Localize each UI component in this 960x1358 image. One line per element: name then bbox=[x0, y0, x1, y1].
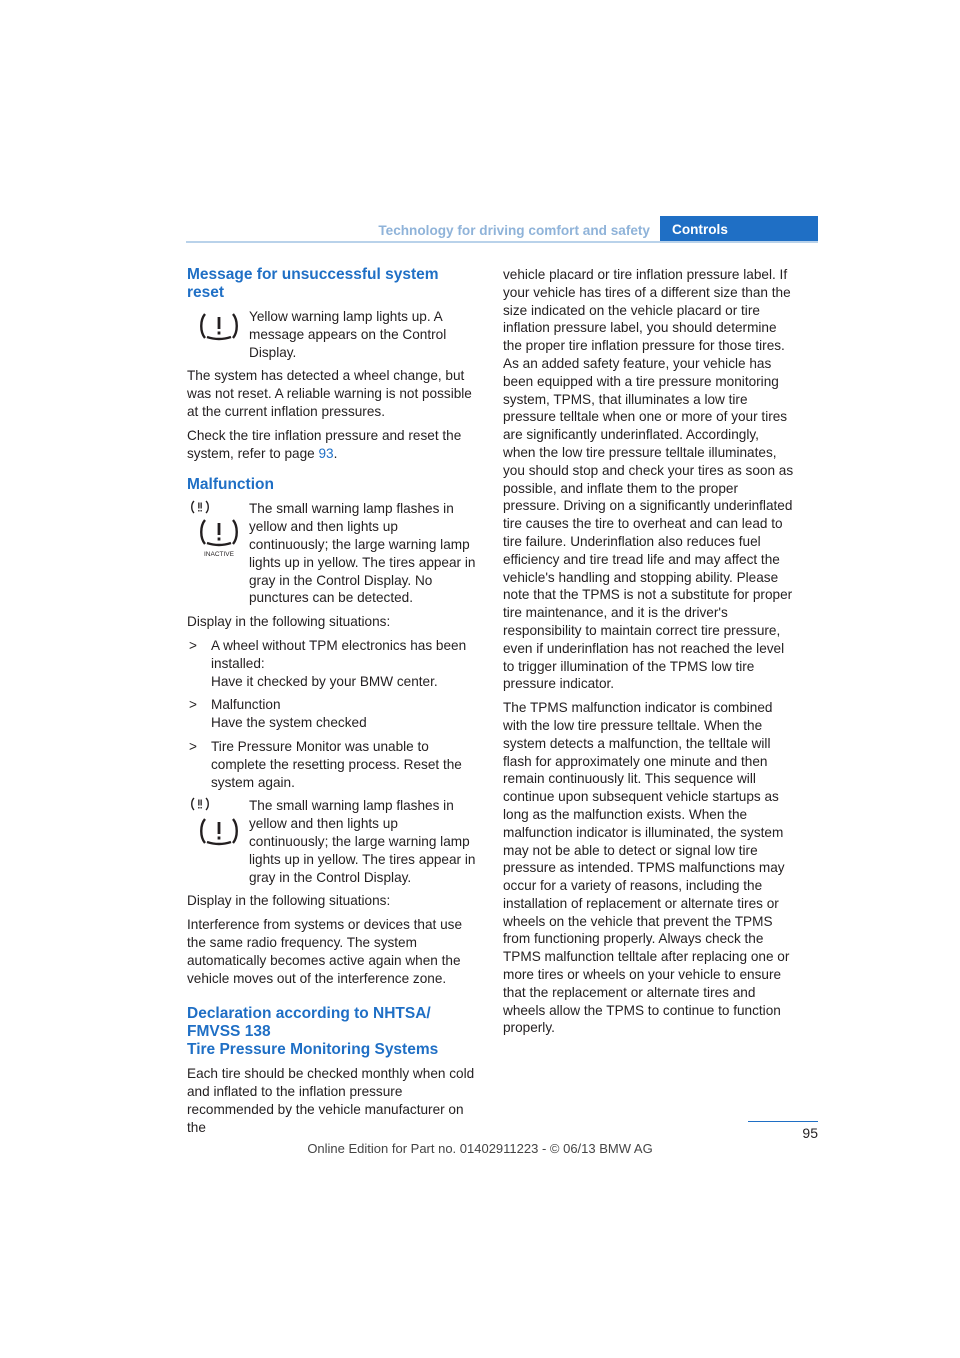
message-paragraph-2: Check the tire inflation pressure and reset the system, refer to page 93. bbox=[187, 427, 462, 461]
display-situations-2: Display in the following situations: bbox=[187, 893, 391, 909]
list-item: > Malfunction Have the system checked bbox=[189, 697, 367, 731]
tpms-heading: Tire Pressure Monitoring Systems bbox=[187, 1041, 439, 1059]
page-link-93[interactable]: 93 bbox=[318, 445, 334, 461]
header-rule bbox=[186, 241, 818, 243]
message-heading: Message for unsuccessful system reset bbox=[187, 266, 439, 301]
display-situations-1: Display in the following situations: bbox=[187, 614, 391, 630]
page-number: 95 bbox=[802, 1125, 818, 1141]
right-column bbox=[503, 266, 795, 1043]
declaration-paragraph: Each tire should be checked monthly when cold and inflated to the inflation pressure recommended by the vehicle manufacturer on the bbox=[187, 1066, 475, 1135]
list-item: > A wheel without TPM electronics has been installed: Have it checked by your BMW center. bbox=[189, 637, 467, 689]
tire-pressure-inactive-icon bbox=[197, 518, 241, 558]
header-chapter-tab: Controls bbox=[660, 216, 818, 243]
tire-pressure-warning-icon bbox=[197, 310, 241, 342]
tire-pressure-warning-icon bbox=[197, 815, 241, 847]
small-warning-lamp-icon bbox=[191, 500, 209, 514]
interference-paragraph: Interference from systems or devices that use the same radio frequency. The system automatically becomes active again when the vehicle moves out of the interference zone. bbox=[187, 917, 463, 986]
inactive-badge: INACTIVE bbox=[204, 551, 234, 559]
left-column bbox=[187, 266, 479, 1142]
footer-edition: Online Edition for Part no. 01402911223 - © 06/13 BMW AG bbox=[307, 1141, 653, 1156]
message-paragraph-1: The system has detected a wheel change, but was not reset. A reliable warning is not possible at the current inflation pressures. bbox=[187, 368, 472, 419]
list-marker: > bbox=[189, 697, 197, 713]
list-marker: > bbox=[189, 637, 197, 653]
malfunction-icon-text-2: The small warning lamp flashes in yellow and then lights up continuously; the large warning lamp lights up in yellow. The tires appear in gray in the Control Display. bbox=[249, 798, 476, 885]
malfunction-icon-block-2 bbox=[187, 797, 479, 886]
message-icon-block bbox=[187, 308, 479, 361]
header-section-title: Technology for driving comfort and safety bbox=[378, 223, 650, 238]
footer-rule bbox=[748, 1121, 818, 1122]
message-icon-text: Yellow warning lamp lights up. A message appears on the Control Display. bbox=[249, 309, 447, 360]
malfunction-icon-text-1: The small warning lamp flashes in yellow and then lights up continuously; the large warning lamp lights up in yellow. The tires appear in gray in the Control Display. No punctures can be detected. bbox=[249, 501, 476, 606]
right-paragraph-1: vehicle placard or tire inflation pressure label. If your vehicle has tires of a different size than the size indicated on the vehicle placard or tire inflation pressure label, you should determine the proper tire inflation pressure for those tires. As an added safety feature, your vehicle has been equipped with a tire pressure monitoring system, TPMS, that illuminates a low tire pressure telltale when one or more of your tires are significantly underinflated. Accordingly, when the low tire pressure telltale illuminates, you should stop and check your tires as soon as possible, and inflate them to the proper pressure. Driving on a significantly underinflated tire causes the tire to overheat and can lead to tire failure. Underinflation also reduces fuel efficiency and tire tread life and may affect the vehicle's handling and stopping ability. Please note that the TPMS is not a substitute for proper tire maintenance, and it is the driver's responsibility to maintain correct tire pressure, even if underinflation has not reached the level to trigger illumination of the TPMS low tire pressure indicator. bbox=[503, 267, 794, 692]
right-paragraph-2: The TPMS malfunction indicator is combined with the low tire pressure telltale. When the system detects a malfunction, the telltale will flash for approximately one minute and then remain continuously lit. This sequence will continue upon subsequent vehicle startups as long as the malfunction exists. When the malfunction indicator is illuminated, the system may not be able to detect or signal low tire pressure as intended. TPMS malfunctions may occur for a variety of reasons, including the installation of replacement or alternate tires or wheels on the vehicle that prevent the TPMS from functioning properly. Always check the TPMS malfunction telltale after replacing one or more tires or wheels on your vehicle to ensure that the replacement or alternate tires and wheels allow the TPMS to continue to function properly. bbox=[503, 700, 790, 1036]
small-warning-lamp-icon bbox=[191, 797, 209, 811]
malfunction-icon-block-1 bbox=[187, 500, 479, 607]
declaration-heading: Declaration according to NHTSA/ FMVSS 138 bbox=[187, 1005, 431, 1041]
list-item: > Tire Pressure Monitor was unable to complete the resetting process. Reset the system again. bbox=[189, 738, 462, 790]
malfunction-heading: Malfunction bbox=[187, 476, 274, 494]
list-marker: > bbox=[189, 738, 197, 754]
